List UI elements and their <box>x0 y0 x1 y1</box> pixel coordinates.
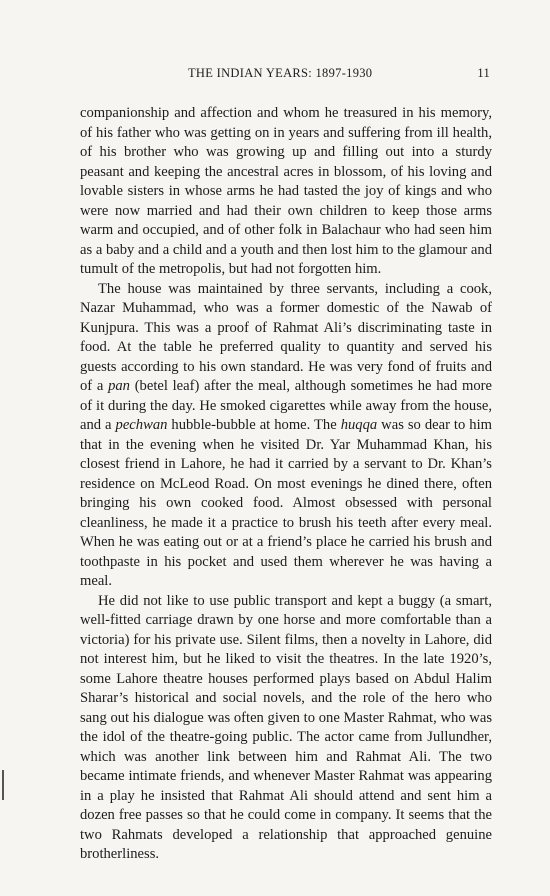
italic-term: pan <box>108 378 130 394</box>
body-text <box>80 104 492 865</box>
text-run: hubble-bubble at home. The <box>167 417 341 433</box>
paragraph <box>80 280 492 592</box>
page-number: 11 <box>477 66 490 80</box>
running-header <box>80 66 490 84</box>
text-run: (betel leaf) after the meal, although sometimes he had more of it during the day. He smoked cigarettes while away from the house, and a <box>80 378 492 433</box>
paragraph: He did not like to use public transport and kept a buggy (a smart, well-fitted carriage drawn by one horse and more comfortable than a victoria) for his private use. Silent films, then a novelty in Lahore, did not interest him, but he liked to visit the theatres. In the late 1920’s, some Lahore theatre houses performed plays based on Abdul Halim Sharar’s historical and social novels, and the role of the hero who sang out his dialogue was often given to one Master Rahmat, who was the idol of the theatre-going public. The actor came from Jullundher, which was another link between him and Rahmat Ali. The two became intimate friends, and whenever Master Rahmat was appearing in a play he insisted that Rahmat Ali should attend and sent him a dozen free passes so that he could come in company. It seems that the two Rahmats developed a relationship that approached genuine brotherliness. <box>80 592 492 862</box>
text-run: was so dear to him that in the evening when he visited Dr. Yar Muhammad Khan, his closest friend in Lahore, he had it carried by a servant to Dr. Khan’s residence on McLeod Road. On most evenings he dined there, often bringing his own cooked food. Almost obsessed with personal cleanliness, he made it a practice to brush his teeth after every meal. When he was eating out or at a friend’s place he carried his brush and toothpaste in his pocket and used them wherever he was having a meal. <box>80 417 492 589</box>
scan-edge-mark <box>2 770 4 800</box>
text-run: The house was maintained by three servants, including a cook, Nazar Muhammad, who was a former domestic of the Nawab of Kunjpura. This was a proof of Rahmat Ali’s discriminating taste in food. At the table he preferred quality to quantity and served his guests according to his own standard. He was very fond of fruits and of a <box>80 280 492 394</box>
paragraph: companionship and affection and whom he treasured in his memory, of his father who was getting on in years and suffering from ill health, of his brother who was growing up and filling out into a sturdy peasant and keeping the ancestral acres in blossom, of his loving and lovable sisters in whose arms he had tasted the joy of kings and who were now married and had their own children to keep those arms warm and occupied, and of other folk in Balachaur who had seen him as a baby and a child and a youth and then lost him to the glamour and tumult of the metropolis, but had not forgotten him. <box>80 105 492 277</box>
running-title: THE INDIAN YEARS: 1897-1930 <box>188 66 373 80</box>
italic-term: pechwan <box>115 417 168 433</box>
italic-term: huqqa <box>340 417 378 433</box>
